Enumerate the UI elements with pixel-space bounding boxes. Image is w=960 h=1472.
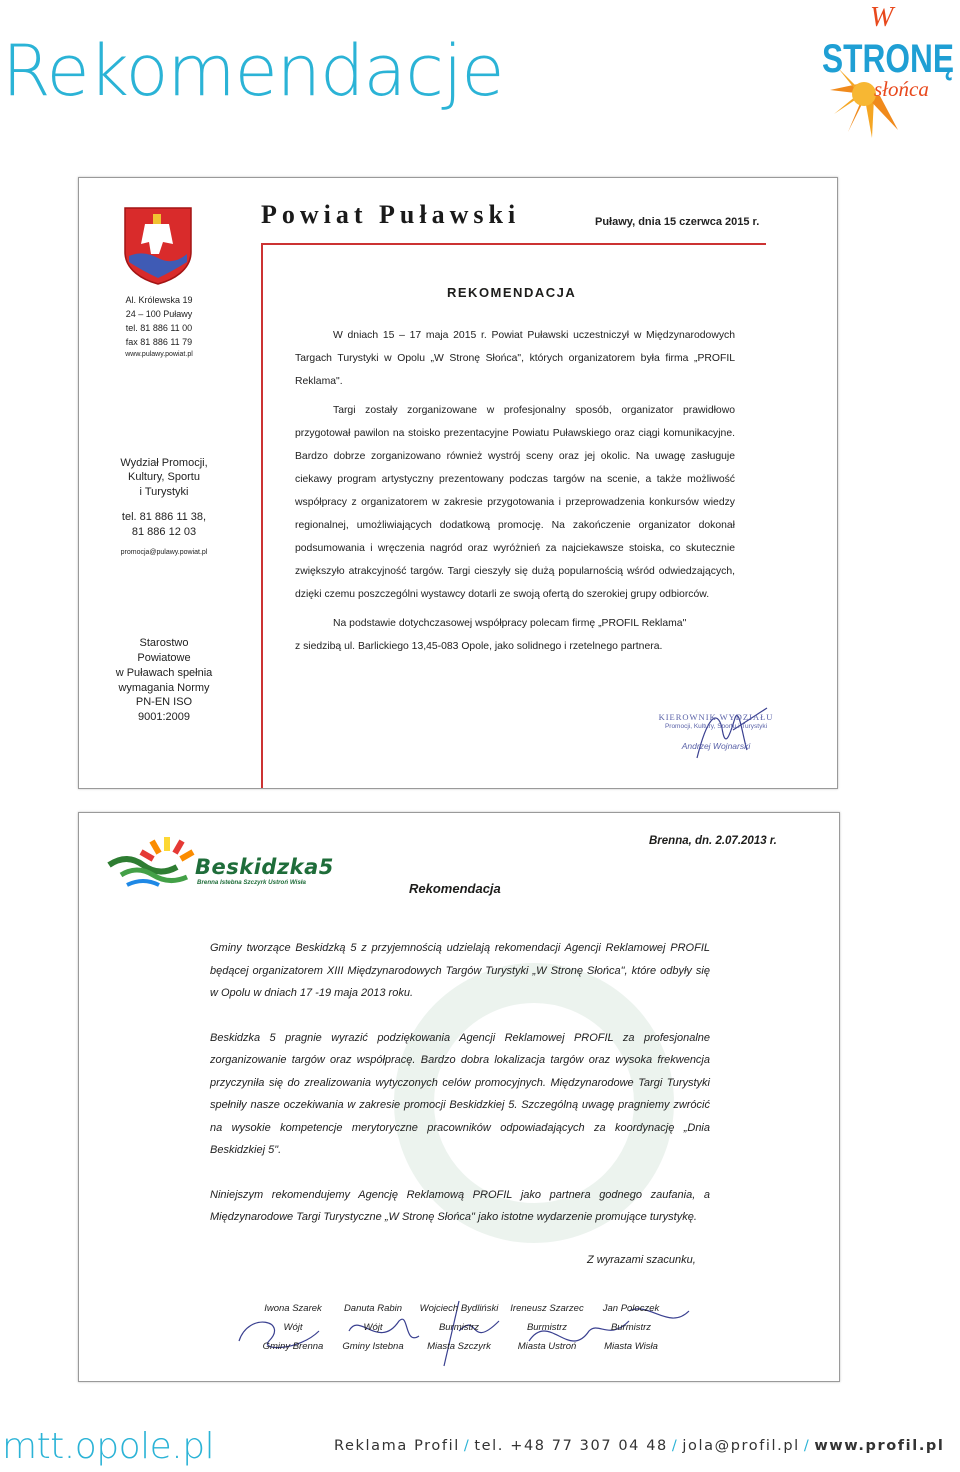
recommendation-title: Rekomendacja [409,881,501,896]
signatory-org: Gminy Brenna [262,1341,324,1352]
office-address [99,294,219,361]
paragraph: Na podstawie dotychczasowej współpracy polecam firmę „PROFIL Reklama" [333,618,687,629]
letterhead-rule [262,243,766,245]
letterhead-title: Powiat Puławski [261,200,521,229]
address-line: Al. Królewska 19 [125,295,193,305]
page-title: Rekomendacje [2,30,504,112]
separator: / [463,1438,471,1454]
iso-line: w Puławach spełnia [115,666,213,679]
letter-body [295,324,735,664]
signatory-org: Miasta Szczyrk [427,1341,491,1352]
department-line: Wydział Promocji, [120,457,208,469]
iso-line: 9001:2009 [138,711,190,724]
svg-text:słońca: słońca [874,77,929,101]
signatory-role: Burmistrz [526,1322,568,1333]
iso-line: wymagania Normy [118,681,210,694]
letter-date: Brenna, dn. 2.07.2013 r. [649,835,777,847]
recommendation-title: REKOMENDACJA [447,285,577,300]
coat-of-arms-icon [123,206,193,286]
signatory-2 [325,1299,421,1356]
paragraph: W dniach 15 – 17 maja 2015 r. Powiat Puławski uczestniczył w Międzynarodowych Targach Turystyki w Opolu „W Stronę Słońca", których organizatorem była firma „PROFIL Reklama". [295,330,735,387]
fax-line: fax 81 886 11 79 [125,336,193,347]
signatory-5 [583,1299,679,1356]
phone-line: tel. 81 886 11 38, [121,511,207,523]
svg-text:STRONĘ: STRONĘ [822,37,954,81]
paragraph: Niniejszym rekomendujemy Agencję Reklamową PROFIL jako partnera godnego zaufania, a Międzynarodowe Targi Turystyczne „W Stronę Słońca" jako istotne wydarzenie promujące turystykę. [210,1188,710,1223]
address-line: 24 – 100 Puławy [125,308,193,319]
signatory-role: Wójt [363,1322,383,1333]
separator: / [803,1438,811,1454]
company-name: Reklama Profil [334,1438,460,1454]
stamp-line: Andrzej Wojnarski [681,740,751,751]
recommendation-letter-beskidzka5 [78,812,840,1382]
phone-line: 81 886 12 03 [131,525,197,538]
signatory-name: Danuta Rabin [343,1303,403,1314]
official-stamp [655,712,777,751]
signatory-org: Miasta Wisła [604,1341,658,1352]
phone-number: tel. +48 77 307 04 48 [474,1438,668,1454]
beskidzka5-towns: Brenna Istebna Szczyrk Ustroń Wisła [197,879,306,886]
footer-contact [334,1438,944,1454]
stamp-line: KIEROWNIK WYDZIAŁU [658,712,774,722]
iso-certification [93,636,235,725]
iso-line: Powiatowe [137,651,191,664]
svg-text:W: W [870,2,894,33]
website-line: www.pulawy.powiat.pl [125,350,193,358]
paragraph: Beskidzka 5 pragnie wyrazić podziękowania Agencji Reklamowej PROFIL za profesjonalne zorganizowanie targów oraz współpracę. Bardzo dobra lokalizacja targów oraz wysoka frekwencja przyczyniła się do zrealizowania wytyczonych celów promocyjnych. Międzynarodowe Targi Turystyki spełniły nasze oczekiwania w zakresie promocji Beskidzkiej 5. Szczególną uwagę pragniemy zwrócić na wysokie kompetencje merytoryczne pracowników odpowiadających za koordynację „Dnia Beskidzkiej 5". [210,1031,710,1156]
department-name [93,456,235,499]
signatory-name: Wojciech Bydliński [419,1303,499,1314]
recommendation-letter-powiat-pulawski [78,177,838,789]
signatory-3 [411,1299,507,1356]
paragraph: z siedzibą ul. Barlickiego 13,45-083 Opole, jako solidnego i rzetelnego partnera. [295,641,663,652]
email-link[interactable]: jola@profil.pl [682,1438,800,1454]
signatory-role: Burmistrz [610,1322,652,1333]
closing-salutation: Z wyrazami szacunku, [587,1254,696,1266]
iso-line: Starostwo [139,637,189,649]
department-line: Kultury, Sportu [128,471,200,484]
stamp-line: Promocji, Kultury, Sportu i Turystyki [664,722,768,730]
letter-date: Puławy, dnia 15 czerwca 2015 r. [595,216,760,228]
signatory-4 [499,1299,595,1356]
signatory-name: Jan Poloczek [602,1303,660,1314]
paragraph: Targi zostały zorganizowane w profesjonalny sposób, organizator prawidłowo przygotował pawilon na stoisko prezentacyjne Powiatu Puławskiego oraz ciągi komunikacyjne. Bardzo dobrze zorganizowano również wystrój sceny oraz jej okolic. Na uwagę zasługuje ciekawy program artystyczny prezentowany podczas targów na scenie, a także możliwość współpracy z organizatorem w zakresie przygotowania i przeprowadzenia konkursów wiedzy regionalnej, umożliwiających dodatkową promocję. Na zakończenie organizator dokonał podsumowania i wręczenia nagród oraz wyróżnień za najciekawsze stoiska, co skutecznie zwiększyło atrakcyjność targów. Targi cieszyły się dużą popularnością wśród odwiedzających, dzięki czemu poszczególni wystawcy dotarli ze swoją ofertą do szerokiej grupy odbiorców. [295,405,735,600]
w-strone-slonca-logo [816,2,960,142]
phone-line: tel. 81 886 11 00 [125,322,193,333]
signatory-org: Miasta Ustroń [517,1341,577,1352]
signatory-name: Ireneusz Szarzec [510,1303,584,1314]
signatory-role: Wójt [283,1322,303,1333]
beskidzka5-wordmark: Beskidzka5 [195,855,334,879]
footer-website-link[interactable]: mtt.opole.pl [2,1426,215,1467]
signatory-role: Burmistrz [438,1322,480,1333]
separator: / [671,1438,679,1454]
department-phone [93,510,235,540]
margin-rule [261,243,263,789]
iso-line: PN-EN ISO [135,696,193,709]
signatory-org: Gminy Istebna [342,1341,404,1352]
paragraph: Gminy tworzące Beskidzką 5 z przyjemnością udzielają rekomendacji Agencji Reklamowej PROFIL będącej organizatorem XIII Międzynarodowych Targów Turystyki „W Stronę Słońca", które odbyły się w Opolu w dniach 17 -19 maja 2013 roku. [210,942,710,999]
company-website-link[interactable]: www.profil.pl [814,1438,945,1454]
department-line: i Turystyki [139,485,189,498]
signatory-name: Iwona Szarek [264,1303,322,1314]
letter-body [210,937,710,1251]
department-email: promocja@pulawy.powiat.pl [120,549,208,556]
